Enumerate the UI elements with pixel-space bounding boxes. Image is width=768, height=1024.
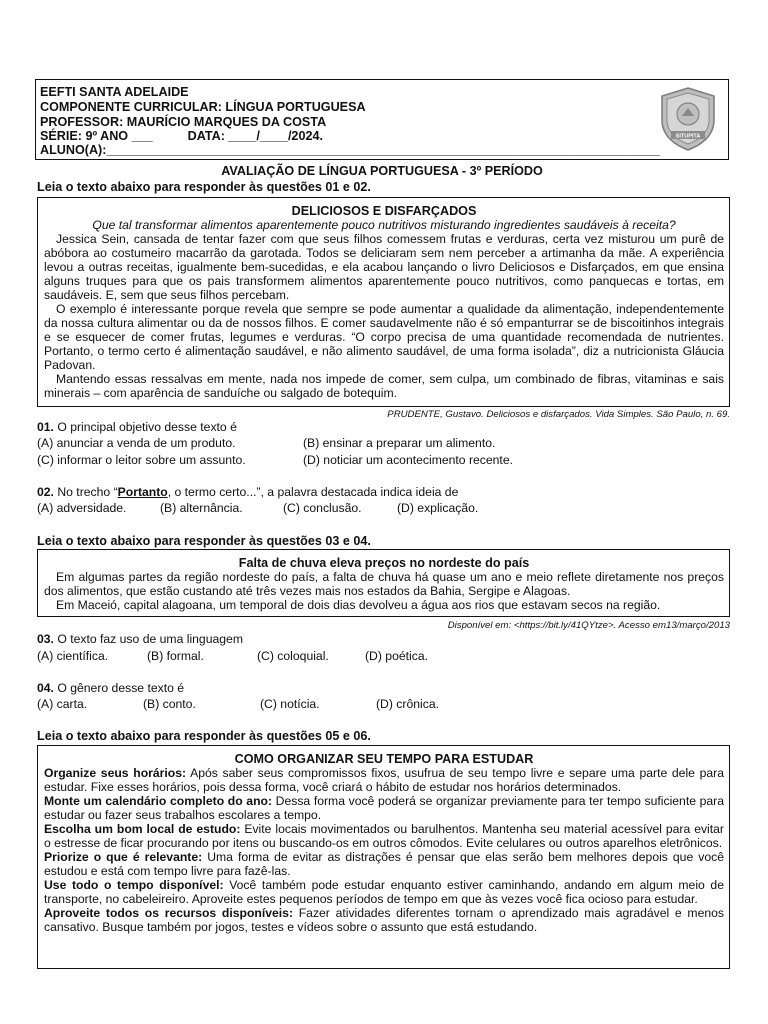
- text3-item: [44, 822, 724, 850]
- question-01-number: 01.: [37, 420, 54, 434]
- q04-option-b[interactable]: (B) conto.: [143, 697, 196, 711]
- question-03: [37, 632, 243, 646]
- q01-option-b[interactable]: (B) ensinar a preparar um alimento.: [303, 436, 496, 450]
- text3-item-body: Dessa forma você poderá se organizar previamente para ter tempo suficiente para estudar ou fazer seus trabalhos escolares a tempo.: [44, 794, 725, 822]
- text3-item: [44, 906, 724, 934]
- student-line: ALUNO(A):_______________________________________________________________________________: [40, 143, 660, 157]
- question-02-number: 02.: [37, 485, 54, 499]
- exam-title: AVALIAÇÃO DE LÍNGUA PORTUGUESA - 3º PERÍODO: [221, 164, 543, 178]
- text3-item: [44, 878, 724, 906]
- text1-source: PRUDENTE, Gustavo. Deliciosos e disfarçados. Vida Simples. São Paulo, n. 69.: [387, 409, 730, 420]
- text2-title: Falta de chuva eleva preços no nordeste do país: [238, 556, 530, 570]
- q02-option-c[interactable]: (C) conclusão.: [283, 501, 362, 515]
- q01-option-a[interactable]: (A) anunciar a venda de um produto.: [37, 436, 236, 450]
- text3-item-body: Após saber seus compromissos fixos, usufrua de seu tempo livre e separe uma parte dele para estudar. Fixe esses horários, pois dessa forma, você criará o hábito de estudar nos horários determinados.: [44, 766, 724, 794]
- question-04-number: 04.: [37, 681, 54, 695]
- question-04-text: O gênero desse texto é: [53, 681, 185, 695]
- text3-item-body: Evite locais movimentados ou barulhentos. Mantenha seu material acessível para evitar o estresse de ficar procurando por itens ou buscando-os em outros cômodos. Evite celulares ou outros aparelhos eletrônicos.: [44, 822, 724, 850]
- question-03-text: O texto faz uso de uma linguagem: [53, 632, 243, 646]
- text3-item-body: Você também pode estudar enquanto estiver caminhando, andando em algum meio de transporte, no cabeleireiro. Aproveite estes pequenos períodos de tempo em que às vezes você fica ocioso para estudar.: [44, 878, 724, 906]
- text3-item-body: Uma forma de evitar as distrações é pensar que elas serão bem melhores depois que você estudou e está com tempo livre para fazê-las.: [44, 850, 724, 878]
- component-line: COMPONENTE CURRICULAR: LÍNGUA PORTUGUESA: [40, 100, 366, 114]
- question-02-text-post: , o termo certo...”, a palavra destacada indica ideia de: [167, 485, 459, 499]
- q02-option-a[interactable]: (A) adversidade.: [37, 501, 127, 515]
- text3-item-head: Use todo o tempo disponível:: [44, 878, 224, 892]
- series-date-line: SÉRIE: 9º ANO ___ DATA: ____/____/2024.: [40, 129, 323, 143]
- q01-option-c[interactable]: (C) informar o leitor sobre um assunto.: [37, 453, 246, 467]
- text2-paragraph-2: Em Maceió, capital alagoana, um temporal de dois dias devolveu a água aos rios que estavam secos na região.: [56, 598, 661, 612]
- text3-item-head: Aproveite todos os recursos disponíveis:: [44, 906, 294, 920]
- text2-box: [37, 549, 730, 617]
- text1-box: [37, 197, 730, 407]
- section1-instruction: Leia o texto abaixo para responder às questões 01 e 02.: [37, 180, 371, 194]
- q03-option-d[interactable]: (D) poética.: [365, 649, 428, 663]
- question-04: [37, 681, 184, 695]
- text3-item-head: Monte um calendário completo do ano:: [44, 794, 273, 808]
- text2-source: Disponível em: <https://bit.ly/41QYtze>. Acesso em13/março/2013: [447, 620, 730, 631]
- teacher-line: PROFESSOR: MAURÍCIO MARQUES DA COSTA: [40, 115, 327, 129]
- header-box: [35, 79, 729, 160]
- question-01: [37, 420, 237, 434]
- svg-text:SITUPITA: SITUPITA: [675, 133, 701, 140]
- text3-box: [37, 745, 730, 969]
- section2-instruction: Leia o texto abaixo para responder às questões 03 e 04.: [37, 534, 371, 548]
- text3-item-head: Escolha um bom local de estudo:: [44, 822, 241, 836]
- text3-item: [44, 766, 724, 794]
- q03-option-b[interactable]: (B) formal.: [147, 649, 204, 663]
- q03-option-c[interactable]: (C) coloquial.: [257, 649, 329, 663]
- text3-item-head: Organize seus horários:: [44, 766, 187, 780]
- q04-option-c[interactable]: (C) notícia.: [260, 697, 320, 711]
- text2-paragraph-1: Em algumas partes da região nordeste do país, a falta de chuva há quase um ano e meio reflete diretamente nos preços dos alimentos, que estão custando até três vezes mais nos estados da Bahia, Sergipe e Alagoas.: [44, 570, 724, 598]
- q02-option-d[interactable]: (D) explicação.: [397, 501, 479, 515]
- q04-option-a[interactable]: (A) carta.: [37, 697, 88, 711]
- text1-paragraph-2: O exemplo é interessante porque revela que sempre se pode aumentar a qualidade da alimentação, independentemente da nossa cultura alimentar ou da de nossos filhos. E comer saudavelmente não é só empanturrar se de biscoitinhos integrais e se esquecer de comer frutas, legumes e verduras. “O corpo precisa de uma quantidade recomendada de nutrientes. Portanto, o termo certo é alimentação saudável, e não alimento saudável, de uma forma isolada”, diz a nutricionista Gláucia Padovan.: [44, 302, 724, 372]
- school-seal-icon: [658, 86, 718, 155]
- section3-instruction: Leia o texto abaixo para responder às questões 05 e 06.: [37, 729, 371, 743]
- question-02: [37, 485, 458, 499]
- q04-option-d[interactable]: (D) crônica.: [376, 697, 439, 711]
- q03-option-a[interactable]: (A) científica.: [37, 649, 109, 663]
- text3-title: COMO ORGANIZAR SEU TEMPO PARA ESTUDAR: [234, 752, 534, 766]
- question-02-highlight: Portanto: [117, 485, 168, 499]
- q02-option-b[interactable]: (B) alternância.: [160, 501, 243, 515]
- question-01-text: O principal objetivo desse texto é: [53, 420, 237, 434]
- text3-item: [44, 794, 724, 822]
- text3-item: [44, 850, 724, 878]
- text1-title: DELICIOSOS E DISFARÇADOS: [291, 204, 477, 218]
- text1-paragraph-3: Mantendo essas ressalvas em mente, nada nos impede de comer, sem culpa, um combinado de fibras, vitaminas e sais minerais – com aparência de sanduíche ou salgado de botequim.: [44, 372, 724, 400]
- text1-subtitle: Que tal transformar alimentos aparentemente pouco nutritivos misturando ingredientes saudáveis à receita?: [92, 218, 676, 232]
- text1-paragraph-1: Jessica Sein, cansada de tentar fazer com que seus filhos comessem frutas e verduras, certa vez misturou um purê de abóbora ao costumeiro macarrão da garotada. Todos se deliciaram sem nem perceber a artimanha da mãe. A experiência levou a outras receitas, igualmente bem-sucedidas, e ela acabou lançando o livro Deliciosos e Disfarçados, em que ensina alguns truques para que os pais transformem alimentos aparentemente pouco nutritivos, como panquecas e tortas, em saudáveis. E, sem que seus filhos percebam.: [44, 232, 724, 302]
- question-03-number: 03.: [37, 632, 54, 646]
- school-name: EEFTI SANTA ADELAIDE: [40, 85, 189, 99]
- question-02-text-pre: No trecho “: [53, 485, 118, 499]
- text3-item-head: Priorize o que é relevante:: [44, 850, 203, 864]
- q01-option-d[interactable]: (D) noticiar um acontecimento recente.: [303, 453, 513, 467]
- text3-item-body: Fazer atividades diferentes tornam o aprendizado mais agradável e menos cansativo. Busque também por jogos, testes e vídeos sobre o assunto que está estudando.: [44, 906, 724, 934]
